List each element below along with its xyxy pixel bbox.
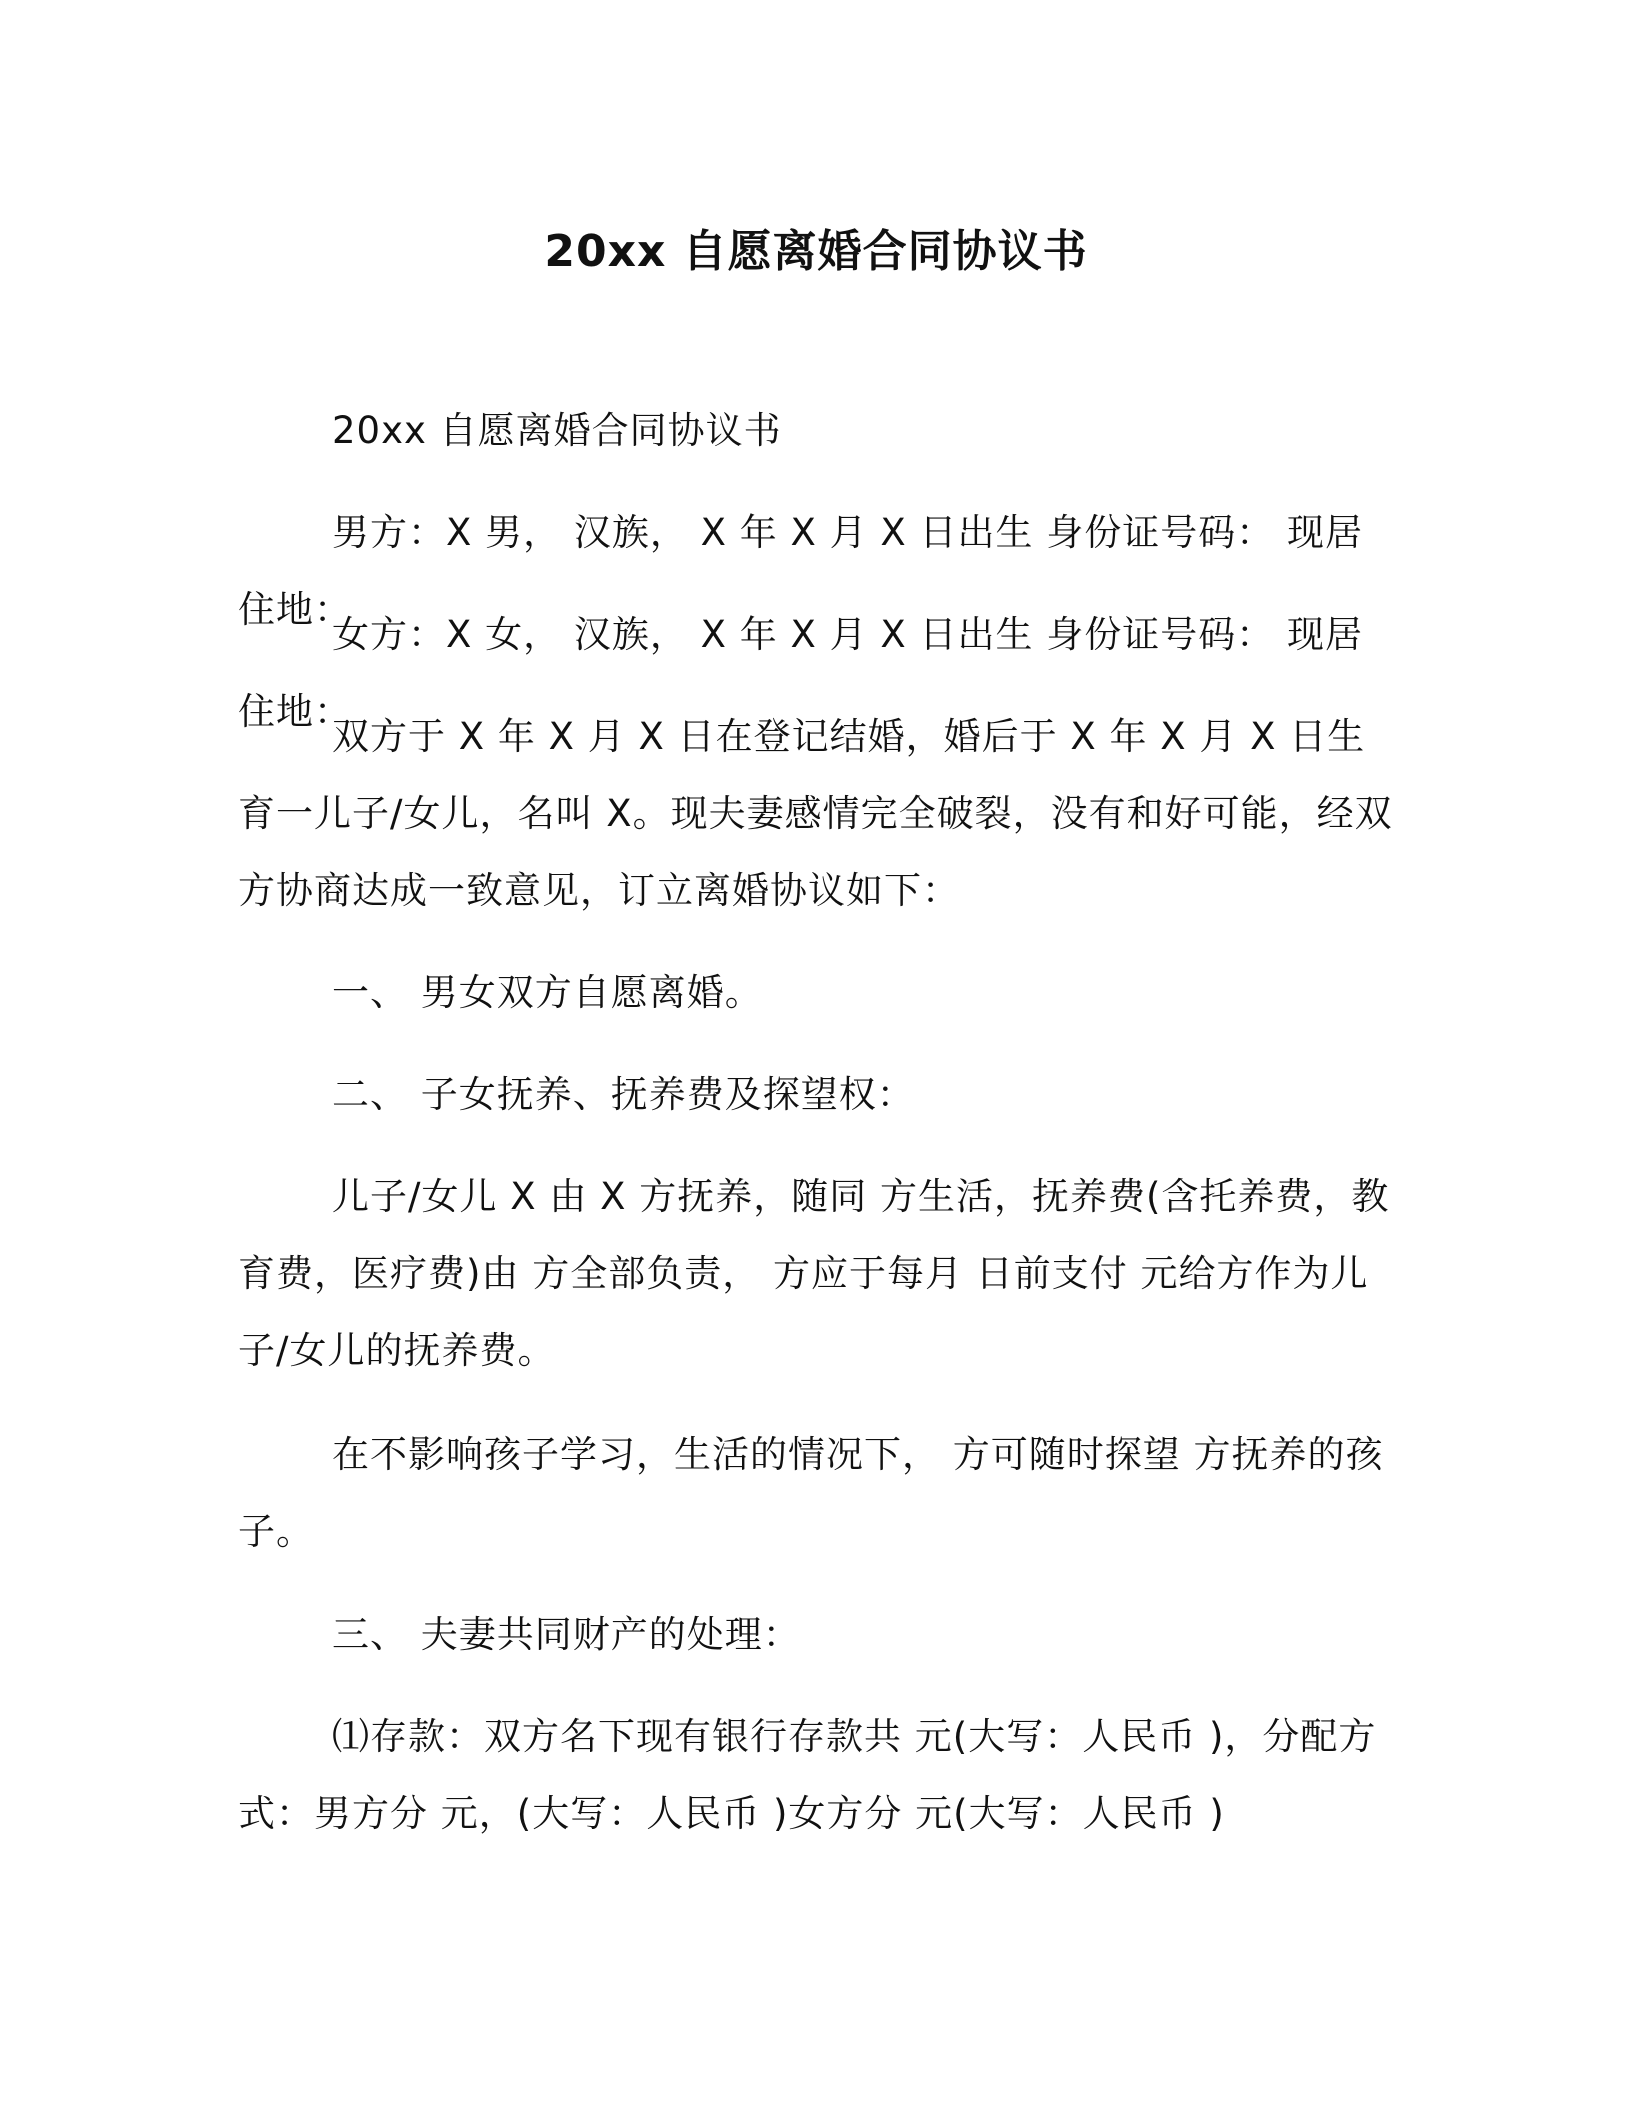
custody-paragraph: 儿子/女儿 X 由 X 方抚养，随同 方生活，抚养费(含托养费，教育费，医疗费)由 方全部负责， 方应于每月 日前支付 元给方作为儿子/女儿的抚养费。: [238, 1175, 1390, 1372]
deposits-paragraph: ⑴存款：双方名下现有银行存款共 元(大写：人民币 )，分配方式：男方分 元，(大写：人民币 )女方分 元(大写：人民币 ): [238, 1715, 1377, 1835]
document-title: 20xx 自愿离婚合同协议书: [544, 226, 1088, 277]
female-party-paragraph: 女方：X 女， 汉族， X 年 X 月 X 日出生 身份证号码： 现居住地：: [238, 613, 1363, 733]
subtitle-paragraph: 20xx 自愿离婚合同协议书: [332, 409, 782, 452]
male-party-paragraph: 男方：X 男， 汉族， X 年 X 月 X 日出生 身份证号码： 现居住地：: [238, 511, 1363, 631]
section-3-heading: 三、 夫妻共同财产的处理：: [332, 1613, 801, 1656]
intro-paragraph: 双方于 X 年 X 月 X 日在登记结婚，婚后于 X 年 X 月 X 日生育一儿子/女儿，名叫 X。现夫妻感情完全破裂，没有和好可能，经双方协商达成一致意见，订立离婚协议如下：: [238, 715, 1393, 912]
section-1-heading: 一、 男女双方自愿离婚。: [332, 971, 763, 1014]
section-2-heading: 二、 子女抚养、抚养费及探望权：: [332, 1073, 915, 1116]
visitation-paragraph: 在不影响孩子学习，生活的情况下， 方可随时探望 方抚养的孩子。: [238, 1433, 1384, 1553]
